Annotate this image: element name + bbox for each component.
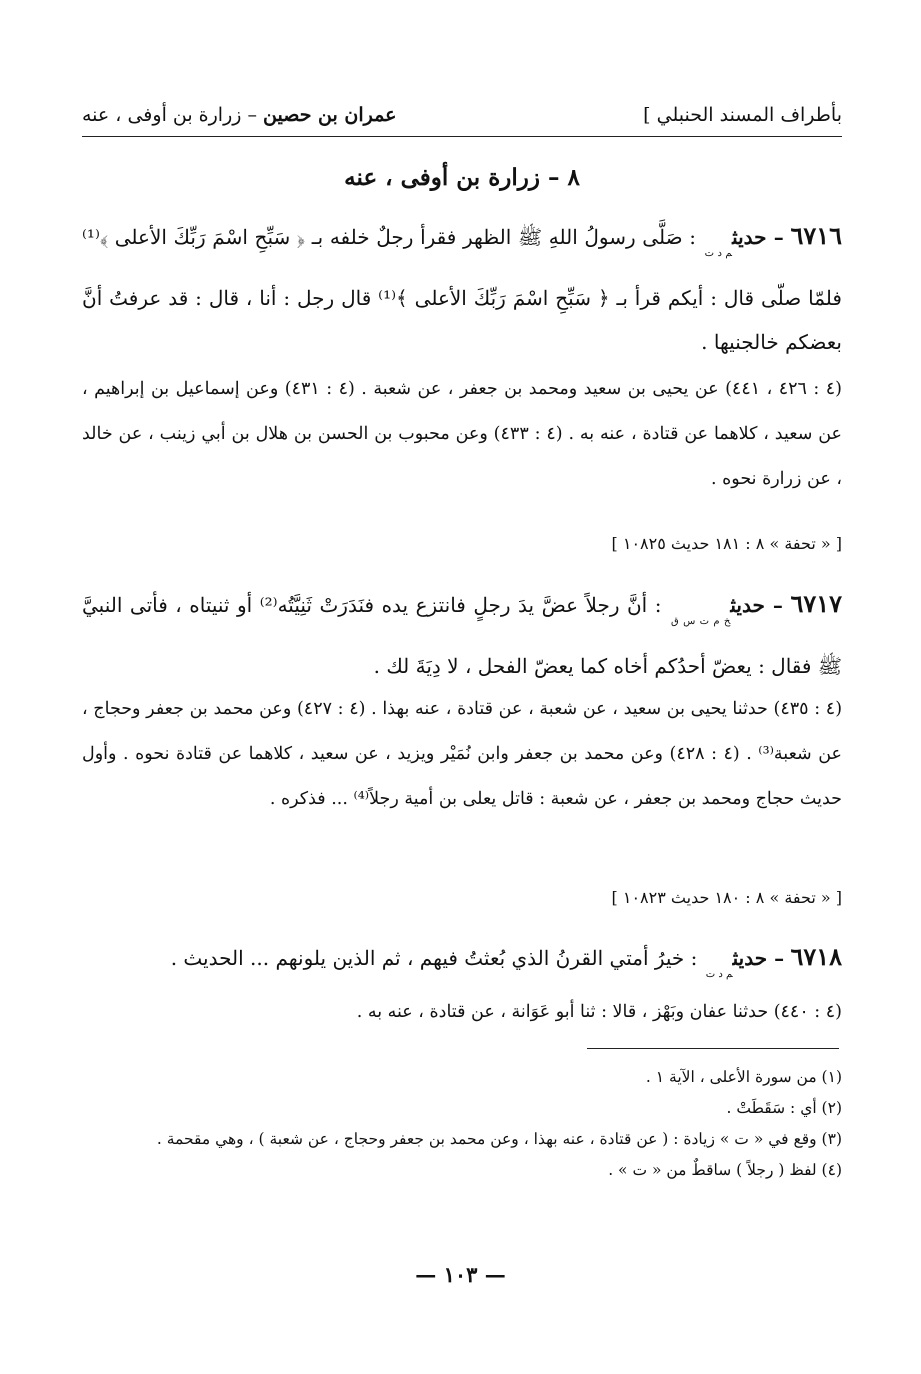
hadith-sigla: م د ت	[705, 969, 733, 980]
header-section-main: عمران بن حصين	[263, 104, 397, 126]
footnotes	[82, 1062, 842, 1186]
hadith-number: ٦٧١٨	[790, 942, 842, 971]
hadith-6718-sources: (٤ : ٤٤٠) حدثنا عفان وبَهْز ، قالا : ثنا أبو عَوَانة ، عن قتادة ، عنه به .	[356, 1002, 842, 1022]
running-header	[82, 100, 842, 137]
footnote-divider	[587, 1048, 839, 1049]
hadith-6718	[82, 935, 842, 997]
header-section	[82, 104, 396, 126]
hadith-6716-tuhfa: [ « تحفة » ٨ : ١٨١ حديث ١٠٨٢٥ ]	[611, 534, 842, 553]
hadith-number: ٦٧١٧	[790, 589, 843, 618]
footnote-1: (١) من سورة الأعلى ، الآية ١ .	[645, 1068, 842, 1086]
footnote-2: (٢) أي : سَقَطَتْ .	[726, 1099, 842, 1117]
hadith-6716	[82, 214, 842, 364]
section-title: ٨ – زرارة بن أوفى ، عنه	[344, 164, 580, 191]
page-number: — ١٠٣ —	[415, 1262, 506, 1287]
hadith-number: ٦٧١٦	[790, 221, 842, 250]
hadith-label: – حديث	[732, 946, 785, 970]
hadith-6716-sources: (٤ : ٤٢٦ ، ٤٤١) عن يحيى بن سعيد ومحمد بن جعفر ، عن شعبة . (٤ : ٤٣١) وعن إسماعيل بن إبراهيم ، عن سعيد ، كلاهما عن قتادة ، عنه به . (٤ : ٤٣٣) وعن محبوب بن الحسن بن هلال بن أبي زينب ، عن خالد ، عن زرارة نحوه .	[82, 379, 842, 489]
hadith-text: : أنَّ رجلاً عضَّ يدَ رجلٍ فانتزع يده فنَدَرَتْ ثَنِيَّتُه⁽²⁾ أو ثنيتاه ، فأتى النبيَّ ﷺ فقال : يعضّ أحدُكم أخاه كما يعضّ الفحل ، لا دِيَةَ لك .	[82, 593, 842, 678]
hadith-6717	[82, 582, 842, 688]
hadith-sigla: خ م ت س ق	[671, 616, 731, 627]
header-section-rest: – زرارة بن أوفى ، عنه	[82, 104, 264, 126]
hadith-label: – حديث	[730, 593, 783, 617]
header-book-title: بأطراف المسند الحنبلي ]	[643, 104, 842, 126]
hadith-sigla: م د ت	[704, 248, 733, 259]
hadith-label: – حديث	[732, 225, 784, 249]
hadith-6717-tuhfa: [ « تحفة » ٨ : ١٨٠ حديث ١٠٨٢٣ ]	[611, 888, 842, 907]
hadith-6717-sources: (٤ : ٤٣٥) حدثنا يحيى بن سعيد ، عن شعبة ، عن قتادة ، عنه بهذا . (٤ : ٤٢٧) وعن محمد بن جعفر وحجاج ، عن شعبة⁽³⁾ . (٤ : ٤٢٨) وعن محمد بن جعفر وابن نُمَيْر ويزيد ، عن سعيد ، كلاهما عن قتادة نحوه . وأول حديث حجاج ومحمد بن جعفر ، عن شعبة : قاتل يعلى بن أمية رجلاً⁽⁴⁾ ... فذكره .	[82, 699, 843, 809]
footnote-4: (٤) لفظ ( رجلاً ) ساقطٌ من « ت » .	[608, 1161, 842, 1179]
hadith-text: : صَلَّى رسولُ اللهِ ﷺ الظهر فقرأ رجلٌ خلفه بـ ﴿ سَبِّحِ اسْمَ رَبِّكَ الأعلى ﴾⁽¹⁾ فلمّا صلّى قال : أيكم قرأ بـ ﴿ سَبِّحِ اسْمَ رَبِّكَ الأعلى ﴾⁽¹⁾ قال رجل : أنا ، قال : قد عرفتُ أنَّ بعضكم خالجنيها .	[82, 225, 842, 354]
footnote-3: (٣) وقع في « ت » زيادة : ( عن قتادة ، عنه بهذا ، وعن محمد بن جعفر وحجاج ، عن شعبة ) ، وهي مقحمة .	[156, 1130, 842, 1148]
hadith-text: : خيرُ أمتي القرنُ الذي بُعثتُ فيهم ، ثم الذين يلونهم ... الحديث .	[170, 946, 704, 970]
